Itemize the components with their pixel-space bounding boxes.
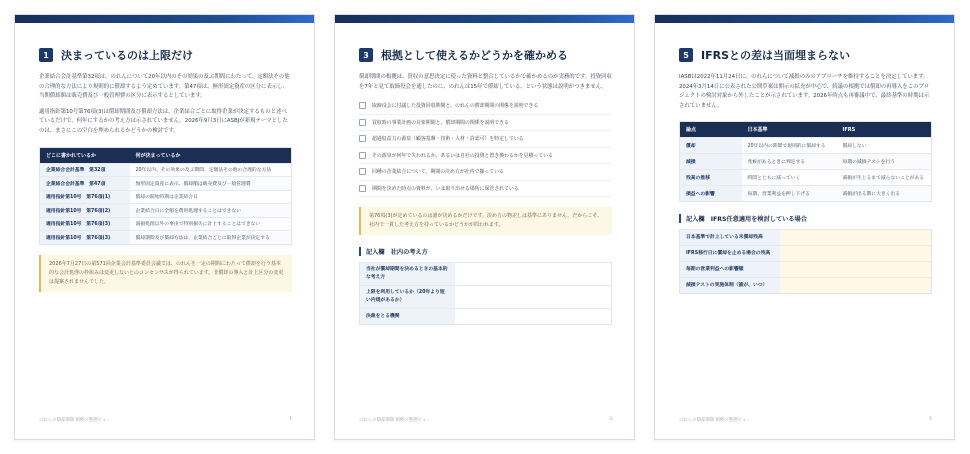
checkbox[interactable]	[359, 119, 366, 126]
checklist	[359, 98, 612, 197]
table-row	[680, 186, 932, 202]
form-label: 減損テストの実施体制（誰が、いつ）	[680, 278, 780, 294]
table-row	[40, 217, 292, 231]
checkbox[interactable]	[359, 102, 366, 109]
checkbox[interactable]	[359, 135, 366, 142]
reference-table	[39, 147, 292, 245]
comparison-table	[679, 121, 932, 202]
body-paragraph: 企業結合会計基準第32項は、のれんについて20年以内のその効果の及ぶ期間にわたって、定額法その他の合理的な方法により規則的に償却するよう定めています。第47項は、無形固定資産の区分に表示し、当期償却額は販売費及び一般管理費の区分に表示するとしています。	[39, 74, 290, 100]
form-label: 日本基準で計上している未償却残高	[680, 230, 780, 246]
section-number-badge: 1	[39, 48, 53, 62]
checklist-item[interactable]	[359, 181, 612, 198]
form-row	[360, 309, 612, 325]
table-header: IFRS	[837, 122, 932, 138]
entry-field[interactable]	[780, 278, 932, 294]
checklist-item[interactable]	[359, 131, 612, 148]
table-cell: 毎期の減損テストを行う	[837, 154, 932, 170]
table-cell: 企業結合日に全額を費用処理することはできない	[130, 204, 292, 218]
document-page-5	[654, 14, 955, 440]
table-cell: 減損処理以外の事由で特別損失に計上することはできない	[130, 217, 292, 231]
page-top-bar	[335, 15, 634, 23]
table-cell: 兆候があるときに判定する	[742, 154, 837, 170]
section-heading	[679, 47, 954, 63]
checklist-item-label: その源泉が何年で失われるか、あるいは自社の投資と置き換わるかを見積っている	[372, 152, 553, 159]
table-cell: 毎期、営業利益を押し下げる	[742, 186, 837, 202]
footer-title: のれんの償却期間 根拠の整理ビュー	[39, 418, 111, 423]
form-label: 決裁をとる機関	[360, 309, 455, 325]
subsection-heading	[359, 247, 612, 256]
section-title: 決まっているのは上限だけ	[61, 49, 193, 62]
page-number: 5	[929, 417, 932, 422]
table-row	[40, 163, 292, 177]
checklist-item-label: 取締役会に付議した投資回収期間と、のれんの償却期間の関係を説明できる	[372, 103, 539, 110]
entry-field[interactable]	[455, 309, 612, 325]
page-footer	[359, 417, 612, 423]
table-cell: 償却の開始時期は企業結合日	[130, 190, 292, 204]
footer-title: のれんの償却期間 根拠の整理ビュー	[679, 418, 751, 423]
entry-form	[679, 229, 932, 294]
form-row	[680, 230, 932, 246]
section-heading	[39, 47, 314, 63]
form-row	[680, 278, 932, 294]
checkbox[interactable]	[359, 185, 366, 192]
entry-field[interactable]	[455, 263, 612, 286]
table-cell: 残高の推移	[680, 170, 742, 186]
table-row	[40, 204, 292, 218]
section-heading	[359, 47, 634, 63]
page-top-bar	[655, 15, 954, 23]
checkbox[interactable]	[359, 152, 366, 159]
table-cell: 20年以内、その効果の及ぶ期間、定額法その他の合理的な方法	[130, 163, 292, 177]
table-row	[680, 154, 932, 170]
table-cell: 適用指針第10号 第76項(1)	[40, 190, 130, 204]
body-paragraph: IASBは2022年11月24日に、のれんについて減損のみのアプローチを維持することを決定しています。2024年3月14日に公表された公開草案は開示の拡充が中心で、続議の根拠では償却の再導入をこのプロジェクトの検討対象から外したことが示されています。2026年時点も再審議中で、最終基準の時期は示されていません。	[679, 74, 930, 109]
table-cell: 企業結合会計基準 第32項	[40, 163, 130, 177]
checklist-item-label: 買収時の事業計画の対象期間と、償却期間の関係を説明できる	[372, 119, 509, 126]
table-cell: 20年以内の期間で規則的に償却する	[742, 138, 837, 154]
table-header: 日本基準	[742, 122, 837, 138]
table-row	[680, 138, 932, 154]
section-title: IFRSとの差は当面埋まらない	[701, 49, 850, 62]
subsection-title: 記入欄 IFRS任意適用を検討している場合	[686, 216, 807, 224]
table-cell: 適用指針第10号 第76項(3)	[40, 217, 130, 231]
document-page-3	[334, 14, 635, 440]
table-cell: 償却	[680, 138, 742, 154]
table-cell: 適用指針第10号 第76項(3)	[40, 231, 130, 245]
table-cell: 企業結合会計基準 第47項	[40, 177, 130, 191]
form-row	[360, 286, 612, 309]
form-label: IFRS移行日に償却を止める場合の残高	[680, 246, 780, 262]
table-cell: 適用指針第10号 第76項(2)	[40, 204, 130, 218]
footer-title: のれんの償却期間 根拠の整理ビュー	[359, 418, 431, 423]
checklist-item[interactable]	[359, 115, 612, 132]
page-number: 1	[289, 417, 292, 422]
entry-form	[359, 262, 612, 325]
subsection-heading	[679, 214, 932, 223]
form-label: 上限を利用しているか（20年より短い内規があるか）	[360, 286, 455, 309]
entry-field[interactable]	[780, 246, 932, 262]
table-row	[680, 170, 932, 186]
body-paragraph: 償却期間の根拠は、買収の意思決定に使った資料と整合しているかで確かめるのが実務的です。投資回収を7年と見て取締役会を通したのに、のれんは15年で償却している、という状態は説明がつきません。	[359, 74, 612, 90]
callout-note: 第76項(3)が定めているのは誰が決めるかだけです。決め方の物差しは基準にありません。だからこそ、社内で一貫した考え方を持っているかどうかが問われます。	[359, 207, 612, 235]
checklist-item[interactable]	[359, 148, 612, 165]
body-paragraph: 適用指針第10号第76項(3)は償却期間及び償却方法は、企業結合ごとに取得企業が決定するものと述べているだけで、何年にするかの考え方は示されていません。2026年9月3日にASBJが新規テーマとしたのは、まさにこの空白を埋められるかどうかの検討です。	[39, 108, 288, 134]
table-row	[40, 190, 292, 204]
section-number-badge: 5	[679, 48, 693, 62]
checkbox[interactable]	[359, 168, 366, 175]
document-page-1	[14, 14, 315, 440]
page-top-bar	[15, 15, 314, 23]
table-cell: 減損	[680, 154, 742, 170]
table-row	[40, 231, 292, 245]
table-header: 論点	[680, 122, 742, 138]
table-row	[40, 177, 292, 191]
table-cell: 損益への影響	[680, 186, 742, 202]
checklist-item-label: 同種の企業結合について、期間の決め方が社内で揃っている	[372, 169, 504, 176]
table-header: 何が決まっているか	[130, 147, 292, 163]
section-number-badge: 3	[359, 48, 373, 62]
page-footer	[39, 417, 292, 423]
entry-field[interactable]	[780, 262, 932, 278]
entry-field[interactable]	[455, 286, 612, 309]
heading-accent-bar	[679, 214, 681, 223]
checklist-item-label: 超過収益力の源泉（顧客基盤・技術・人材・許認可）を特定している	[372, 136, 524, 143]
page-number: 3	[609, 417, 612, 422]
page-footer	[679, 417, 932, 423]
entry-field[interactable]	[780, 230, 932, 246]
table-header: どこに書かれているか	[40, 147, 130, 163]
form-label: 当社が償却期間を決めるときの基本的な考え方	[360, 263, 455, 286]
form-row	[360, 263, 612, 286]
table-cell: 無形固定資産に表示、償却額は販売費及び一般管理費	[130, 177, 292, 191]
form-row	[680, 262, 932, 278]
checklist-item-label: 期間を決めた時点の資料が、いま取り出せる場所に保管されている	[372, 185, 519, 192]
checklist-item[interactable]	[359, 98, 612, 115]
heading-accent-bar	[359, 247, 361, 256]
table-cell: 償却しない	[837, 138, 932, 154]
table-cell: 時間とともに減っていく	[742, 170, 837, 186]
callout-note: 2026年7月27日の第571回企業会計基準委員会議では、のれんを一定の期間にわたって償却を行う基本的な会計処理の枠組みは変更しないとのコンセンサスが得られています。非償却の導入と計上区分の変更は提案されませんでした。	[39, 255, 292, 292]
table-cell: 償却期間及び償却方法は、企業結合ごとに取得企業が決定する	[130, 231, 292, 245]
checklist-item[interactable]	[359, 164, 612, 181]
subsection-title: 記入欄 社内の考え方	[366, 249, 428, 257]
form-row	[680, 246, 932, 262]
section-title: 根拠として使えるかどうかを確かめる	[381, 49, 568, 62]
table-cell: 減損が生じるまで減らないことがある	[837, 170, 932, 186]
table-cell: 減損が出る期に大きく出る	[837, 186, 932, 202]
form-label: 毎期の営業利益への影響額	[680, 262, 780, 278]
